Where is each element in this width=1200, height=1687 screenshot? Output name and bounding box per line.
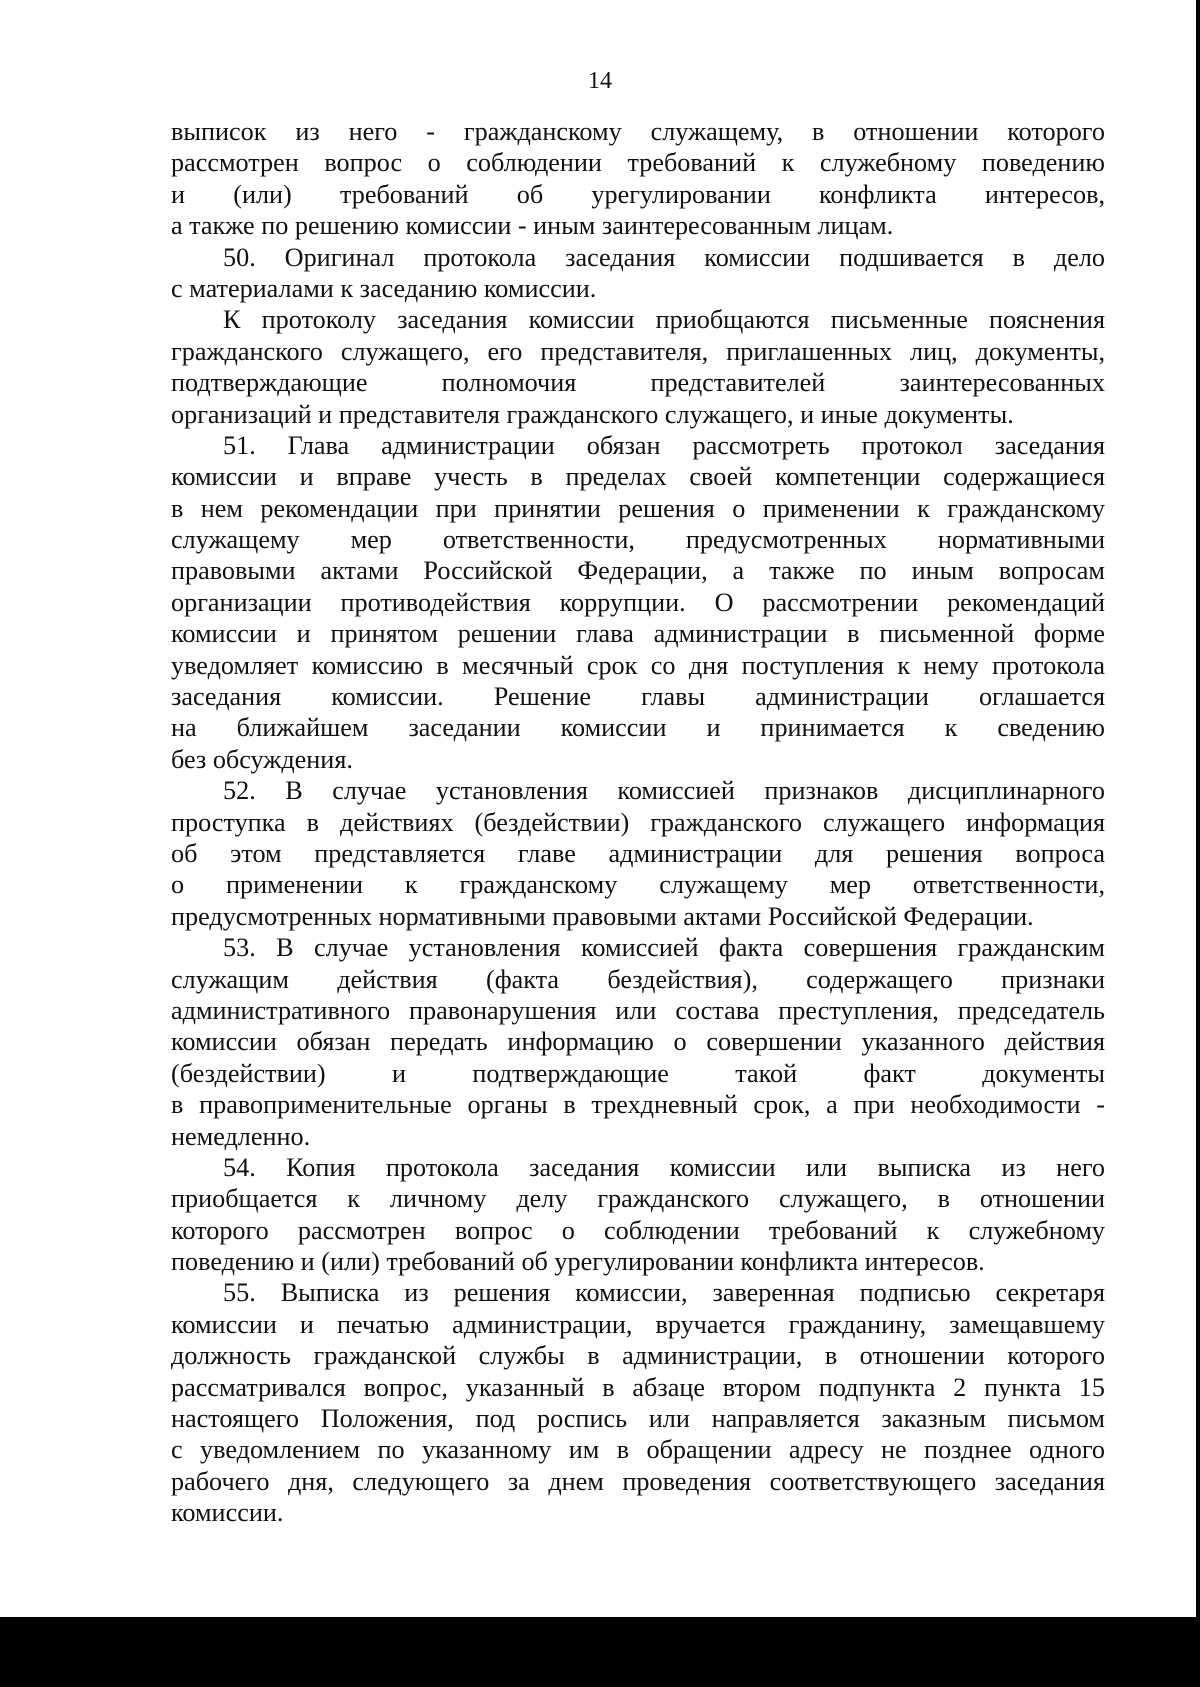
text-line: в правоприменительные органы в трехдневный срок, а при необходимости - xyxy=(171,1090,1105,1120)
text-line: с материалами к заседанию комиссии. xyxy=(171,273,597,303)
text-line: рассматривался вопрос, указанный в абзаце втором подпункта 2 пункта 15 xyxy=(171,1372,1105,1402)
text-line: в нем рекомендации при принятии решения о применении к гражданскому xyxy=(171,493,1105,523)
text-line: предусмотренных нормативными правовыми актами Российской Федерации. xyxy=(171,901,1034,931)
text-line: рабочего дня, следующего за днем проведения соответствующего заседания xyxy=(171,1466,1105,1496)
text-line: 50. Оригинал протокола заседания комиссии подшивается в дело xyxy=(223,242,1105,272)
text-line: приобщается к личному делу гражданского служащего, в отношении xyxy=(171,1184,1105,1214)
text-line: проступка в действиях (бездействии) гражданского служащего информация xyxy=(171,807,1105,837)
document-body xyxy=(171,116,1105,1529)
text-line: организаций и представителя гражданского служащего, и иные документы. xyxy=(171,399,1014,429)
text-line: рассмотрен вопрос о соблюдении требований к служебному поведению xyxy=(171,148,1105,178)
text-line: правовыми актами Российской Федерации, а также по иным вопросам xyxy=(171,556,1105,586)
text-line: выписок из него - гражданскому служащему, в отношении которого xyxy=(171,117,1105,146)
text-line: и (или) требований об урегулировании конфликта интересов, xyxy=(171,179,1105,209)
text-line: комиссии и принятом решении глава администрации в письменной форме xyxy=(171,619,1105,649)
scan-right-edge xyxy=(1196,0,1200,1687)
text-line: настоящего Положения, под роспись или направляется заказным письмом xyxy=(171,1404,1105,1434)
text-line: на ближайшем заседании комиссии и принимается к сведению xyxy=(171,713,1105,743)
text-line: немедленно. xyxy=(171,1121,311,1151)
text-line: гражданского служащего, его представителя, приглашенных лиц, документы, xyxy=(171,336,1105,366)
text-line: заседания комиссии. Решение главы администрации оглашается xyxy=(171,682,1105,712)
text-line: комиссии и печатью администрации, вручается гражданину, замещавшему xyxy=(171,1309,1105,1339)
text-line: уведомляет комиссию в месячный срок со дня поступления к нему протокола xyxy=(171,650,1105,680)
text-line: комиссии обязан передать информацию о совершении указанного действия xyxy=(171,1027,1105,1057)
text-line: которого рассмотрен вопрос о соблюдении требований к служебному xyxy=(171,1215,1105,1245)
page-number: 14 xyxy=(588,68,612,94)
text-line: 54. Копия протокола заседания комиссии или выписка из него xyxy=(223,1152,1105,1182)
text-line: административного правонарушения или состава преступления, председатель xyxy=(171,995,1105,1025)
text-line: 53. В случае установления комиссией факта совершения гражданским xyxy=(223,933,1105,963)
text-line: комиссии. xyxy=(171,1498,284,1528)
text-line: с уведомлением по указанному им в обращении адресу не позднее одного xyxy=(171,1435,1105,1465)
text-line: 51. Глава администрации обязан рассмотреть протокол заседания xyxy=(223,430,1105,460)
text-line: 55. Выписка из решения комиссии, заверенная подписью секретаря xyxy=(223,1278,1105,1308)
text-line: 52. В случае установления комиссией признаков дисциплинарного xyxy=(223,776,1105,806)
text-line: служащему мер ответственности, предусмотренных нормативными xyxy=(171,525,1105,555)
text-line: без обсуждения. xyxy=(171,744,353,774)
text-line: организации противодействия коррупции. О рассмотрении рекомендаций xyxy=(171,587,1105,617)
text-line: о применении к гражданскому служащему мер ответственности, xyxy=(171,870,1105,900)
text-line: подтверждающие полномочия представителей заинтересованных xyxy=(171,368,1105,398)
scan-bottom-border xyxy=(0,1617,1200,1687)
text-line: должность гражданской службы в администрации, в отношении которого xyxy=(171,1341,1105,1371)
text-line: комиссии и вправе учесть в пределах своей компетенции содержащиеся xyxy=(171,462,1105,492)
text-line: К протоколу заседания комиссии приобщаются письменные пояснения xyxy=(223,305,1105,335)
text-line: (бездействии) и подтверждающие такой факт документы xyxy=(171,1058,1105,1088)
text-line: поведению и (или) требований об урегулировании конфликта интересов. xyxy=(171,1247,985,1277)
text-line: а также по решению комиссии - иным заинтересованным лицам. xyxy=(171,211,894,241)
text-line: служащим действия (факта бездействия), содержащего признаки xyxy=(171,964,1105,994)
text-line: об этом представляется главе администрации для решения вопроса xyxy=(171,838,1105,868)
